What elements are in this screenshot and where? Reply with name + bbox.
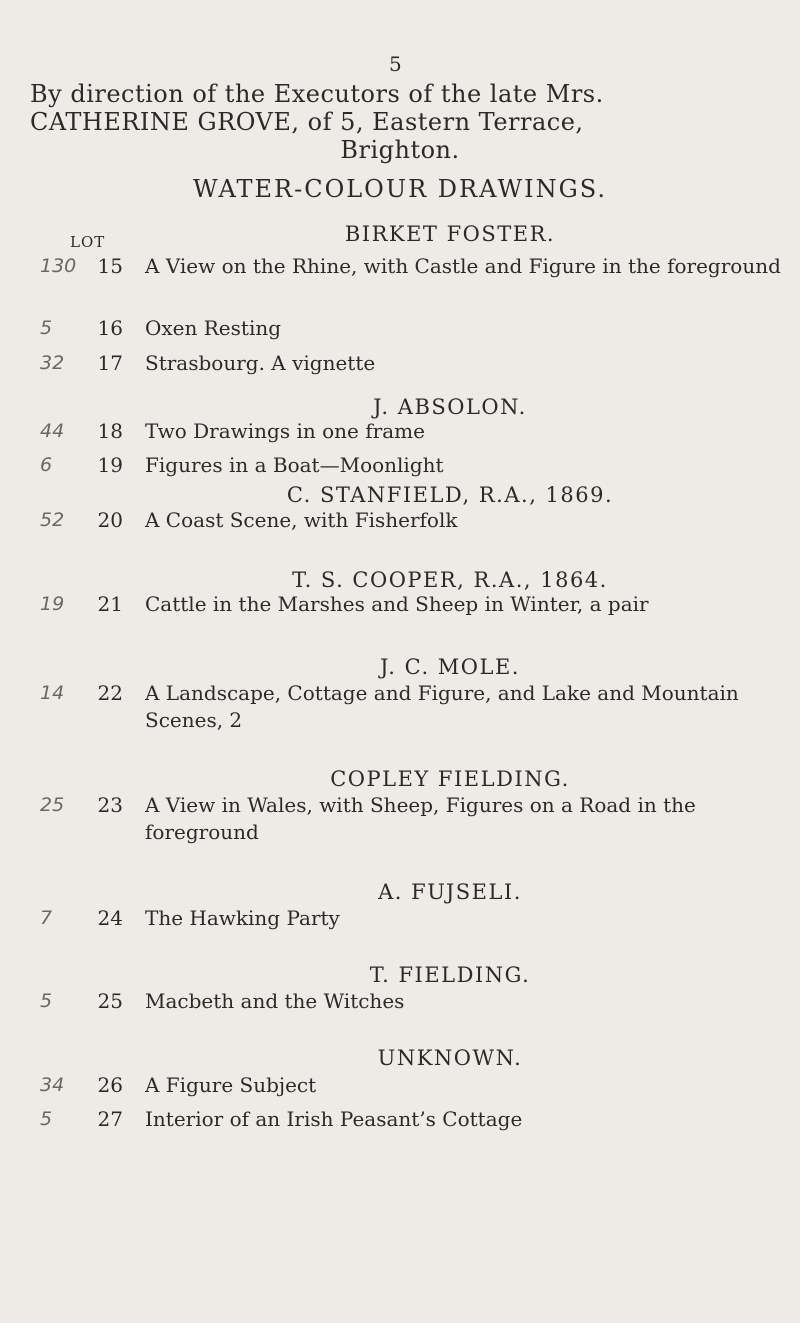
lot-number: 17: [97, 351, 123, 375]
handwritten-price: 32: [40, 352, 65, 374]
handwritten-price: 5: [40, 990, 53, 1012]
lot-number: 24: [97, 906, 123, 930]
lot-number: 16: [97, 316, 123, 340]
lot-description: A Figure Subject: [145, 1073, 317, 1097]
lot-description: Cattle in the Marshes and Sheep in Winter, a pair: [145, 592, 649, 616]
lot-number: 23: [97, 793, 123, 817]
lot-description: Strasbourg. A vignette: [145, 351, 376, 375]
handwritten-price: 14: [40, 682, 65, 704]
artist-heading: T. S. COOPER, R.A., 1864.: [292, 568, 608, 592]
artist-heading: BIRKET FOSTER.: [344, 222, 556, 246]
artist-heading: C. STANFIELD, R.A., 1869.: [286, 483, 614, 507]
section-title: WATER-COLOUR DRAWINGS.: [193, 175, 607, 203]
lot-description: A View in Wales, with Sheep, Figures on a Road in the foreground: [145, 793, 696, 844]
lot-number: 20: [97, 508, 123, 532]
handwritten-price: 5: [40, 317, 53, 339]
handwritten-price: 7: [40, 907, 53, 929]
lot-number: 25: [97, 989, 123, 1013]
handwritten-price: 6: [40, 454, 53, 476]
lot-column-label: LOT: [70, 233, 106, 251]
lot-description: Interior of an Irish Peasant’s Cottage: [145, 1107, 523, 1131]
artist-heading: J. ABSOLON.: [373, 395, 527, 419]
lot-number: 26: [97, 1073, 123, 1097]
sale-heading: [30, 80, 770, 164]
heading-line-3: Brighton.: [340, 136, 460, 164]
handwritten-price: 25: [40, 794, 65, 816]
artist-heading: T. FIELDING.: [369, 963, 531, 987]
lot-number: 21: [97, 592, 123, 616]
heading-line-2: CATHERINE GROVE, of 5, Eastern Terrace,: [30, 108, 584, 136]
lot-description: Oxen Resting: [145, 316, 282, 340]
lot-number: 22: [97, 681, 123, 705]
artist-heading: A. FUJSELI.: [378, 880, 522, 904]
handwritten-price: 130: [40, 255, 77, 277]
lot-number: 18: [97, 419, 123, 443]
heading-line-1: By direction of the Executors of the late Mrs.: [30, 80, 604, 108]
artist-heading: COPLEY FIELDING.: [330, 767, 570, 791]
artist-heading: J. C. MOLE.: [380, 655, 520, 679]
handwritten-price: 52: [40, 509, 65, 531]
lot-description: The Hawking Party: [145, 906, 340, 930]
handwritten-price: 44: [40, 420, 65, 442]
lot-description: A Landscape, Cottage and Figure, and Lake and Mountain Scenes, 2: [145, 681, 739, 732]
handwritten-price: 19: [40, 593, 65, 615]
handwritten-price: 5: [40, 1108, 53, 1130]
artist-heading: UNKNOWN.: [377, 1046, 523, 1070]
lot-description: Figures in a Boat—Moonlight: [145, 453, 444, 477]
lot-description: A View on the Rhine, with Castle and Figure in the foreground: [145, 254, 781, 278]
lot-number: 27: [97, 1107, 123, 1131]
lot-number: 15: [97, 254, 123, 278]
lot-description: Macbeth and the Witches: [145, 989, 405, 1013]
lot-description: A Coast Scene, with Fisherfolk: [145, 508, 458, 532]
lot-number: 19: [97, 453, 123, 477]
handwritten-price: 34: [40, 1074, 65, 1096]
page-number: 5: [389, 52, 402, 76]
lot-description: Two Drawings in one frame: [145, 419, 425, 443]
